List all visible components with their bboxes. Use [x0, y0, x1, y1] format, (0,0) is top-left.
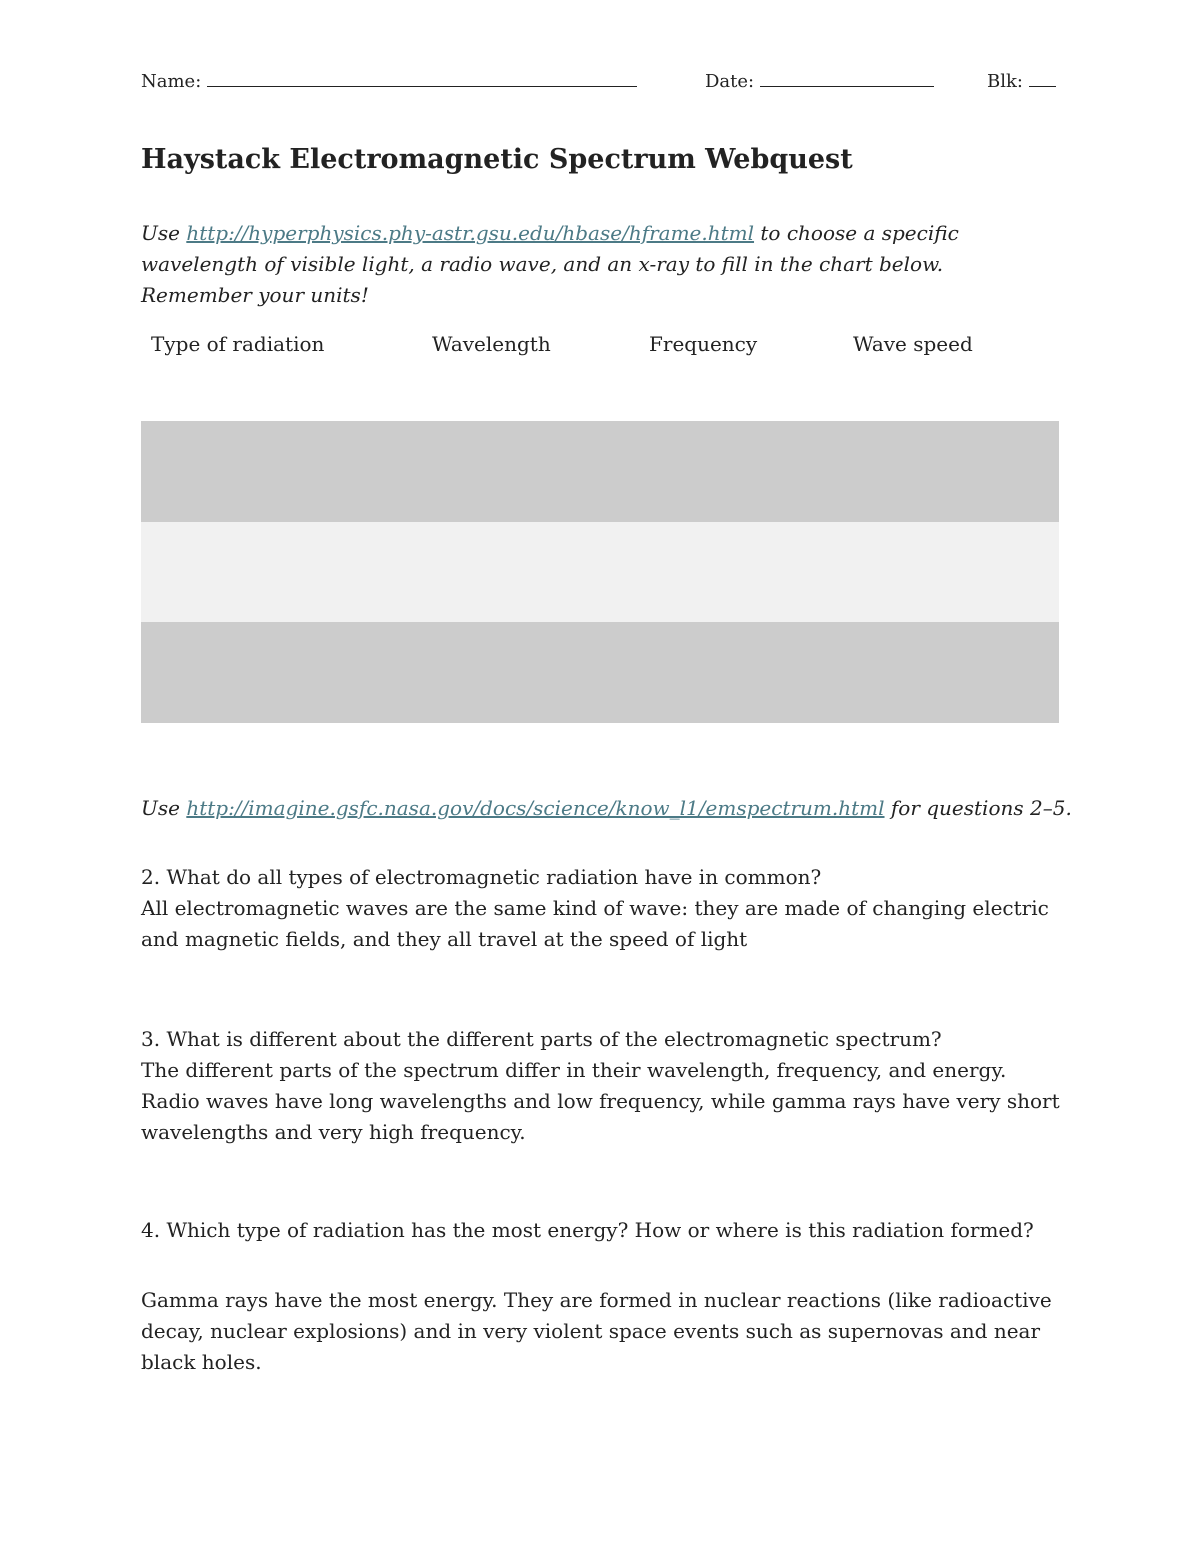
date-label: Date:	[705, 71, 755, 92]
question-3-block	[141, 1024, 1061, 1148]
table-row[interactable]	[141, 421, 1059, 522]
hyperphysics-link[interactable]: http://hyperphysics.phy-astr.gsu.edu/hbase/hframe.html	[186, 221, 755, 245]
name-blank[interactable]	[207, 68, 637, 87]
question-2-block	[141, 862, 1061, 955]
column-header-wavelength: Wavelength	[432, 332, 551, 356]
instruction-chart-suffix: to choose a specific wavelength of visible light, a radio wave, and an x-ray to fill in the chart below. Remember your units!	[141, 221, 959, 307]
answer-3: The different parts of the spectrum differ in their wavelength, frequency, and energy. Radio waves have long wavelengths and low frequency, while gamma rays have very short wavelengths and very high frequency.	[141, 1058, 1060, 1144]
table-row[interactable]	[141, 622, 1059, 723]
date-blank[interactable]	[760, 68, 934, 87]
question-2: 2. What do all types of electromagnetic radiation have in common?	[141, 865, 822, 889]
instruction-chart	[141, 218, 1051, 311]
blk-field	[987, 68, 1056, 96]
question-4: 4. Which type of radiation has the most energy? How or where is this radiation formed?	[141, 1218, 1034, 1242]
instruction-chart-prefix: Use	[141, 221, 187, 245]
instruction-questions-suffix: for questions 2–5.	[884, 796, 1072, 820]
page-title: Haystack Electromagnetic Spectrum Webquest	[141, 144, 853, 175]
table-row[interactable]	[141, 522, 1059, 623]
column-header-wave-speed: Wave speed	[853, 332, 973, 356]
blk-label: Blk:	[987, 71, 1023, 92]
nasa-link[interactable]: http://imagine.gsfc.nasa.gov/docs/science/know_l1/emspectrum.html	[186, 796, 885, 820]
answer-4: Gamma rays have the most energy. They are formed in nuclear reactions (like radioactive decay, nuclear explosions) and in very violent space events such as supernovas and near black holes.	[141, 1288, 1052, 1374]
name-label: Name:	[141, 71, 202, 92]
column-header-type: Type of radiation	[151, 332, 325, 356]
answer-2: All electromagnetic waves are the same kind of wave: they are made of changing electric and magnetic fields, and they all travel at the speed of light	[141, 896, 1049, 951]
name-field	[141, 68, 637, 96]
question-3: 3. What is different about the different parts of the electromagnetic spectrum?	[141, 1027, 942, 1051]
column-header-frequency: Frequency	[649, 332, 758, 356]
blk-blank[interactable]	[1029, 68, 1056, 87]
instruction-questions	[141, 793, 1101, 824]
instruction-questions-prefix: Use	[141, 796, 187, 820]
date-field	[705, 68, 934, 96]
